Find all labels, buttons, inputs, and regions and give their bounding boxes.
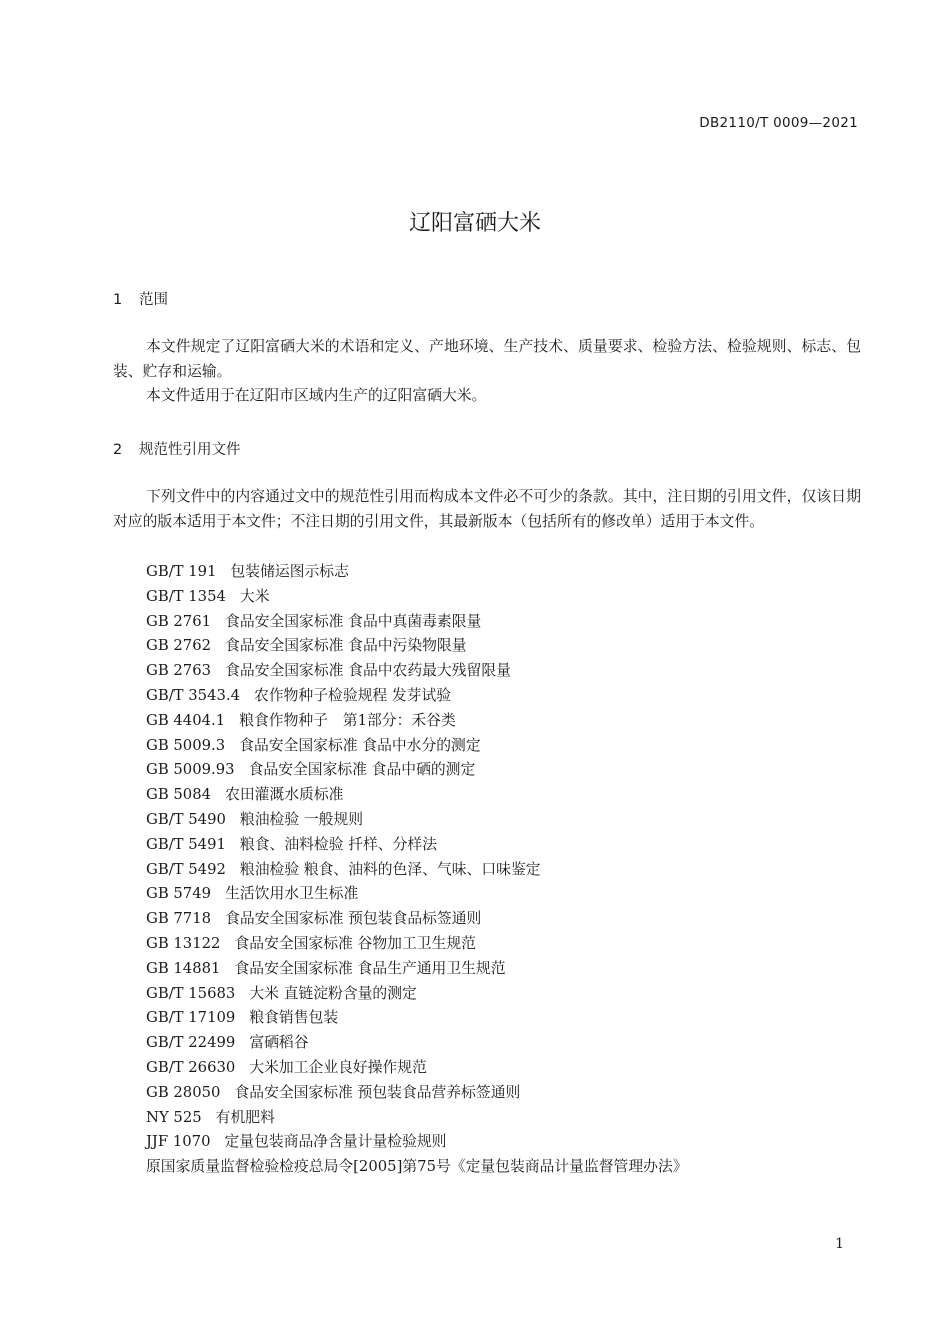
- reference-item: [146, 932, 861, 957]
- reference-list: [146, 560, 861, 1180]
- section-heading-normative-references: [113, 438, 241, 459]
- reference-title: 粮食作物种子 第1部分：禾谷类: [239, 711, 456, 729]
- reference-title: 生活饮用水卫生标准: [225, 885, 359, 903]
- reference-code: GB 13122: [146, 934, 221, 952]
- reference-code: NY 525: [146, 1108, 202, 1126]
- reference-title: 农田灌溉水质标准: [225, 786, 344, 804]
- scope-paragraph: 本文件规定了辽阳富硒大米的术语和定义、产地环境、生产技术、质量要求、检验方法、检验规则、标志、包装、贮存和运输。: [113, 338, 861, 380]
- reference-code: GB 7718: [146, 910, 212, 928]
- reference-code: GB 5749: [146, 885, 212, 903]
- reference-code: GB 14881: [146, 959, 221, 977]
- reference-title: 粮油检验 粮食、油料的色泽、气味、口味鉴定: [239, 860, 541, 878]
- reference-title: 富硒稻谷: [249, 1034, 309, 1052]
- reference-code: GB/T 5490: [146, 810, 226, 828]
- reference-item: [146, 1031, 861, 1056]
- section-title: 范围: [139, 292, 168, 308]
- reference-title: 原国家质量监督检验检疫总局令[2005]第75号《定量包装商品计量监督管理办法》: [146, 1158, 688, 1176]
- reference-code: GB 28050: [146, 1083, 221, 1101]
- reference-title: 定量包装商品净含量计量检验规则: [224, 1133, 447, 1151]
- reference-title: 食品安全国家标准 预包装食品营养标签通则: [234, 1083, 521, 1101]
- reference-code: GB/T 15683: [146, 984, 236, 1002]
- reference-item: [146, 1130, 861, 1155]
- reference-title: 食品安全国家标准 食品中污染物限量: [225, 637, 467, 655]
- reference-code: GB 5009.3: [146, 736, 226, 754]
- reference-item: [146, 560, 861, 585]
- reference-item: [146, 684, 861, 709]
- reference-item: [146, 610, 861, 635]
- document-title: 辽阳富硒大米: [408, 211, 541, 236]
- reference-item: [146, 808, 861, 833]
- reference-item: [146, 783, 861, 808]
- reference-code: GB 2761: [146, 612, 212, 630]
- reference-item: [146, 1106, 861, 1131]
- reference-code: GB 5009.93: [146, 761, 235, 779]
- section-number: 1: [113, 292, 123, 308]
- reference-code: GB 5084: [146, 786, 212, 804]
- reference-title: 粮油检验 一般规则: [239, 810, 364, 828]
- reference-title: 食品安全国家标准 食品中农药最大残留限量: [225, 662, 511, 680]
- reference-code: GB/T 5491: [146, 835, 226, 853]
- reference-item: [146, 858, 861, 883]
- reference-code: GB 4404.1: [146, 711, 226, 729]
- reference-item: [146, 833, 861, 858]
- page-number: 1: [835, 1236, 844, 1252]
- reference-title: 食品安全国家标准 食品中硒的测定: [248, 761, 476, 779]
- reference-item: [146, 1081, 861, 1106]
- reference-item: [146, 758, 861, 783]
- reference-title: 食品安全国家标准 食品中真菌毒素限量: [225, 612, 482, 630]
- reference-item: [146, 907, 861, 932]
- reference-title: 食品安全国家标准 谷物加工卫生规范: [234, 934, 476, 952]
- reference-title: 粮食、油料检验 扦样、分样法: [239, 835, 437, 853]
- reference-title: 粮食销售包装: [249, 1009, 339, 1027]
- reference-title: 大米: [239, 587, 270, 605]
- section-number: 2: [113, 442, 123, 458]
- reference-item: [146, 709, 861, 734]
- reference-code: GB/T 26630: [146, 1058, 236, 1076]
- reference-title: 食品安全国家标准 预包装食品标签通则: [225, 910, 482, 928]
- section-heading-scope: [113, 288, 168, 309]
- reference-title: 有机肥料: [215, 1108, 275, 1126]
- reference-item: [146, 634, 861, 659]
- reference-item: [146, 957, 861, 982]
- reference-code: GB/T 3543.4: [146, 686, 241, 704]
- references-intro-paragraph: 下列文件中的内容通过文中的规范性引用而构成本文件必不可少的条款。其中，注日期的引用文件，仅该日期对应的版本适用于本文件；不注日期的引用文件，其最新版本（包括所有的修改单）适用于本文件。: [113, 488, 861, 530]
- section-title: 规范性引用文件: [139, 442, 241, 458]
- reference-title: 农作物种子检验规程 发芽试验: [254, 686, 452, 704]
- reference-item: [146, 882, 861, 907]
- reference-item: [146, 1056, 861, 1081]
- reference-title: 食品安全国家标准 食品生产通用卫生规范: [234, 959, 506, 977]
- reference-item: [146, 982, 861, 1007]
- reference-code: GB/T 17109: [146, 1009, 236, 1027]
- reference-item: [146, 659, 861, 684]
- reference-code: GB/T 5492: [146, 860, 226, 878]
- reference-item: [146, 1155, 861, 1180]
- reference-code: GB/T 22499: [146, 1034, 236, 1052]
- reference-code: GB/T 1354: [146, 587, 226, 605]
- scope-applicability-paragraph: 本文件适用于在辽阳市区域内生产的辽阳富硒大米。: [146, 387, 487, 404]
- document-code: DB2110/T 0009—2021: [699, 115, 858, 131]
- reference-item: [146, 734, 861, 759]
- reference-code: GB 2762: [146, 637, 212, 655]
- reference-title: 大米 直链淀粉含量的测定: [249, 984, 417, 1002]
- reference-item: [146, 1006, 861, 1031]
- reference-code: JJF 1070: [146, 1133, 211, 1151]
- reference-title: 食品安全国家标准 食品中水分的测定: [239, 736, 481, 754]
- reference-title: 包装储运图示标志: [230, 563, 349, 580]
- reference-code: GB/T 191: [146, 563, 217, 580]
- reference-title: 大米加工企业良好操作规范: [249, 1058, 427, 1076]
- reference-item: [146, 585, 861, 610]
- reference-code: GB 2763: [146, 662, 212, 680]
